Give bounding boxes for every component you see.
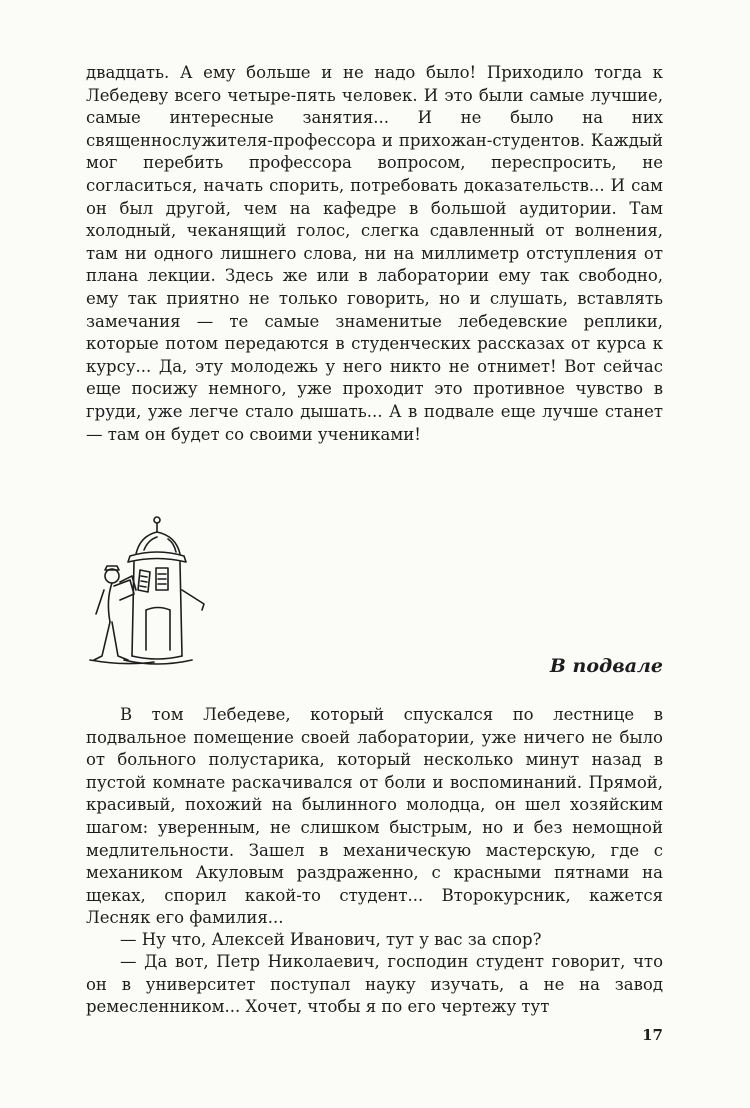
body-paragraph: В том Лебедеве, который спускался по лестнице в подвальное помещение своей лаборатории, уже ничего не было от больного полустарика, который несколько минут назад в пустой комнате раскачивался от боли и воспоминаний. Прямой, красивый, похожий на былинного молодца, он шел хозяйским шагом: уверенным, не слишком быстрым, но и без немощной медлительности. Зашел в механическую мастерскую, где с механиком Акуловым раздраженно, с красными пятнами на щеках, спорил какой-то студент... Второкурсник, кажется Лесняк его фамилия... xyxy=(86,705,663,928)
section-heading: В подвале xyxy=(549,655,663,677)
page-number: 17 xyxy=(642,1026,663,1044)
body-paragraph: двадцать. А ему больше и не надо было! Приходило тогда к Лебедеву всего четыре-пять человек. И это были самые лучшие, самые интересные занятия... И не было на них священнослужителя-профессора и прихожан-студентов. Каждый мог перебить профессора вопросом, переспросить, не согласиться, начать спорить, потребовать доказательств... И сам он был другой, чем на кафедре в большой аудитории. Там холодный, чеканящий голос, слегка сдавленный от волнения, там ни одного лишнего слова, ни на миллиметр отступления от плана лекции. Здесь же или в лаборатории ему так свободно, ему так приятно не только говорить, но и слушать, вставлять замечания — те самые знаменитые лебедевские реплики, которые потом передаются в студенческих рассказах от курса к курсу... Да, эту молодежь у него никто не отнимет! Вот сейчас еще посижу немного, уже проходит это противное чувство в груди, уже легче стало дышать... А в подвале еще лучше станет — там он будет со своими учениками! xyxy=(86,63,663,444)
dialogue-line: — Да вот, Петр Николаевич, господин студент говорит, что он в университет поступал науку изучать, а не на завод ремесленником... Хочет, чтобы я по его чертежу тут xyxy=(86,952,663,1017)
dialogue-line: — Ну что, Алексей Иванович, тут у вас за спор? xyxy=(120,930,542,949)
kiosk-illustration-icon xyxy=(84,510,224,672)
